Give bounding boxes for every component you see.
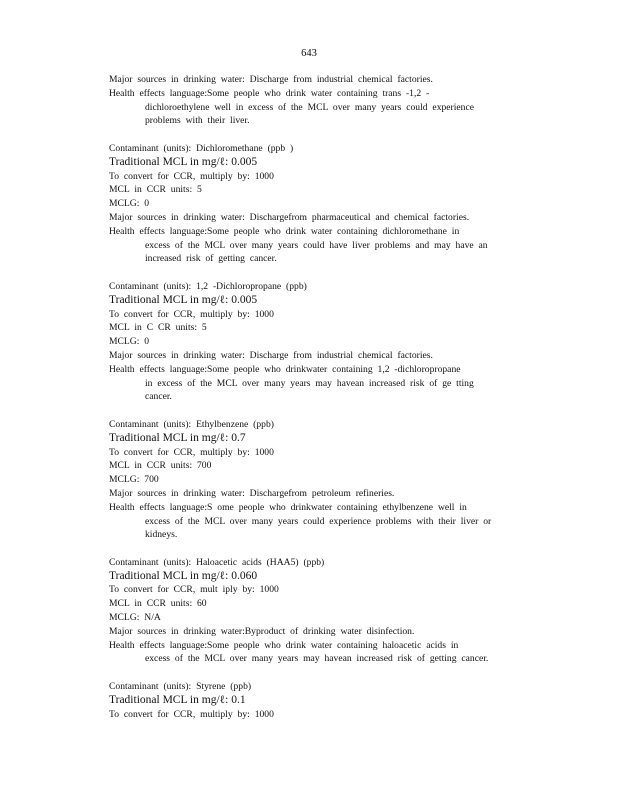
mcl-ccr-units: MCL in CCR units: 60	[109, 598, 207, 610]
contaminant-entry	[109, 142, 549, 266]
mcl-ccr-units: MCL in CCR units: 5	[109, 184, 202, 196]
convert-factor: To convert for CCR, multiply by: 1000	[109, 170, 274, 182]
intro-major-sources: Major sources in drinking water: Discharge from industrial chemical factories.	[109, 74, 433, 85]
major-sources: Major sources in drinking water: Discharge from industrial chemical factories.	[109, 349, 433, 361]
document-body	[109, 73, 549, 721]
health-effects: Health effects language:Some people who drink water containing dichloromethane in	[109, 225, 460, 237]
health-effects: excess of the MCL over many years could experience problems with their liver or	[145, 515, 492, 527]
contaminant-label: Contaminant (units): 1,2 -Dichloropropane (ppb)	[109, 280, 307, 292]
contaminant-label: Contaminant (units): Ethylbenzene (ppb)	[109, 418, 274, 430]
mcl-ccr-units: MCL in C CR units: 5	[109, 322, 207, 334]
convert-factor: To convert for CCR, multiply by: 1000	[109, 308, 274, 320]
contaminant-entry	[109, 418, 549, 542]
traditional-mcl: Traditional MCL in mg/ℓ: 0.1	[109, 693, 246, 706]
mclg: MCLG: N/A	[109, 612, 161, 624]
mclg: MCLG: 0	[109, 198, 150, 210]
health-effects: kidneys.	[145, 529, 178, 541]
convert-factor: To convert for CCR, multiply by: 1000	[109, 708, 274, 720]
major-sources: Major sources in drinking water: Dischargefrom petroleum refineries.	[109, 487, 395, 499]
health-effects: Health effects language:Some people who drink water containing haloacetic acids in	[109, 639, 459, 651]
contaminant-label: Contaminant (units): Styrene (ppb)	[109, 681, 252, 693]
convert-factor: To convert for CCR, mult iply by: 1000	[109, 584, 279, 596]
health-effects: in excess of the MCL over many years may havean increased risk of ge tting	[145, 377, 474, 389]
health-effects: Health effects language:S ome people who drinkwater containing ethylbenzene well in	[109, 501, 467, 513]
health-effects: excess of the MCL over many years may havean increased risk of getting cancer.	[145, 653, 489, 665]
health-effects: Health effects language:Some people who drinkwater containing 1,2 -dichloropropane	[109, 363, 461, 375]
traditional-mcl: Traditional MCL in mg/ℓ: 0.005	[109, 155, 258, 168]
mcl-ccr-units: MCL in CCR units: 700	[109, 460, 212, 472]
health-effects: cancer.	[145, 391, 172, 403]
contaminant-entry	[109, 556, 549, 666]
traditional-mcl: Traditional MCL in mg/ℓ: 0.7	[109, 431, 246, 444]
contaminant-label: Contaminant (units): Dichloromethane (ppb )	[109, 142, 294, 154]
contaminant-label: Contaminant (units): Haloacetic acids (HAA5) (ppb)	[109, 556, 325, 568]
major-sources: Major sources in drinking water: Dischargefrom pharmaceutical and chemical factories.	[109, 211, 470, 223]
health-effects: increased risk of getting cancer.	[145, 253, 277, 265]
mclg: MCLG: 700	[109, 474, 159, 486]
contaminant-entry	[109, 280, 549, 404]
intro-health-line: problems with their liver.	[145, 115, 250, 127]
mclg: MCLG: 0	[109, 336, 150, 348]
intro-health-line: dichloroethylene well in excess of the MCL over many years could experience	[145, 101, 474, 113]
health-effects: excess of the MCL over many years could have liver problems and may have an	[145, 239, 488, 251]
traditional-mcl: Traditional MCL in mg/ℓ: 0.005	[109, 293, 258, 306]
intro-health-line: Health effects language:Some people who drink water containing trans -1,2 -	[109, 87, 430, 99]
convert-factor: To convert for CCR, multiply by: 1000	[109, 446, 274, 458]
major-sources: Major sources in drinking water:Byproduct of drinking water disinfection.	[109, 625, 415, 637]
page-number: 643	[301, 48, 317, 59]
traditional-mcl: Traditional MCL in mg/ℓ: 0.060	[109, 569, 258, 582]
contaminant-entry	[109, 680, 549, 721]
